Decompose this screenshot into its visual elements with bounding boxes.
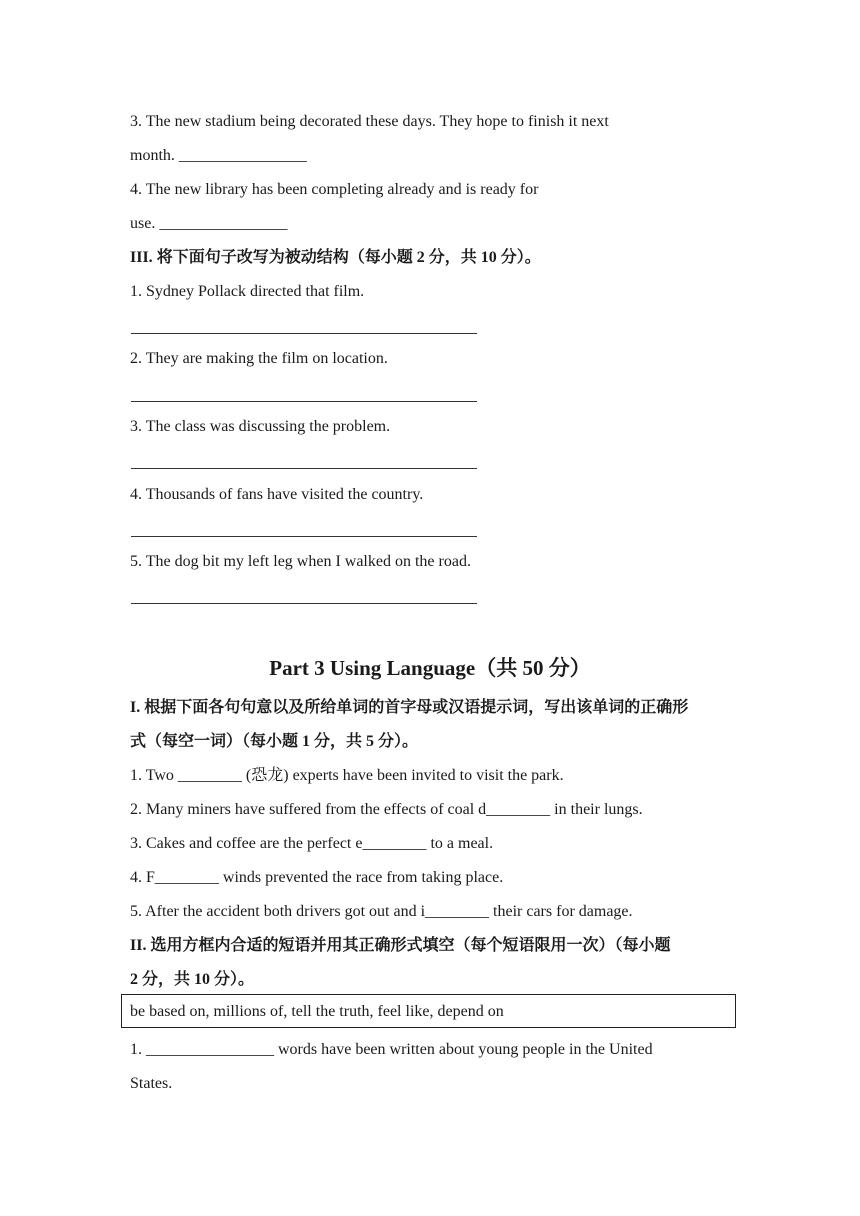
section-ii-header-cont: 2 分，共 10 分）。: [130, 971, 255, 988]
rewrite-item-4: 4. Thousands of fans have visited the country.: [130, 486, 424, 503]
section-i-header-cont: 式（每空一词）（每小题 1 分，共 5 分）。: [130, 733, 419, 750]
item-4-text: 4. The new library has been completing already and is ready for: [130, 181, 539, 198]
item-4-answer: use. ________________: [130, 215, 288, 232]
section-i-header: I. 根据下面各句句意以及所给单词的首字母或汉语提示词，写出该单词的正确形: [130, 699, 689, 716]
rewrite-item-3: 3. The class was discussing the problem.: [130, 418, 391, 435]
answer-line-4: [131, 536, 477, 537]
word-item-5: 5. After the accident both drivers got out and i________ their cars for damage.: [130, 903, 633, 920]
item-3-answer: month. ________________: [130, 147, 307, 164]
rewrite-item-2: 2. They are making the film on location.: [130, 350, 388, 367]
phrase-list: be based on, millions of, tell the truth, feel like, depend on: [130, 1003, 504, 1020]
phrase-item-1-cont: States.: [130, 1075, 173, 1092]
word-item-4: 4. F________ winds prevented the race from taking place.: [130, 869, 504, 886]
section-iii-header: III. 将下面句子改写为被动结构（每小题 2 分，共 10 分）。: [130, 249, 541, 266]
answer-line-2: [131, 401, 477, 402]
word-item-1: 1. Two ________ (恐龙) experts have been invited to visit the park.: [130, 767, 564, 784]
rewrite-item-1: 1. Sydney Pollack directed that film.: [130, 283, 365, 300]
section-ii-header: II. 选用方框内合适的短语并用其正确形式填空（每个短语限用一次）（每小题: [130, 937, 671, 954]
word-item-2: 2. Many miners have suffered from the effects of coal d________ in their lungs.: [130, 801, 643, 818]
phrase-box: [121, 994, 736, 1028]
phrase-item-1: 1. ________________ words have been written about young people in the United: [130, 1041, 653, 1058]
item-3-text: 3. The new stadium being decorated these days. They hope to finish it next: [130, 113, 609, 130]
part-3-title: Part 3 Using Language（共 50 分）: [269, 656, 591, 680]
rewrite-item-5: 5. The dog bit my left leg when I walked on the road.: [130, 553, 471, 570]
answer-line-5: [131, 603, 477, 604]
answer-line-1: [131, 333, 477, 334]
answer-line-3: [131, 468, 477, 469]
word-item-3: 3. Cakes and coffee are the perfect e________ to a meal.: [130, 835, 494, 852]
